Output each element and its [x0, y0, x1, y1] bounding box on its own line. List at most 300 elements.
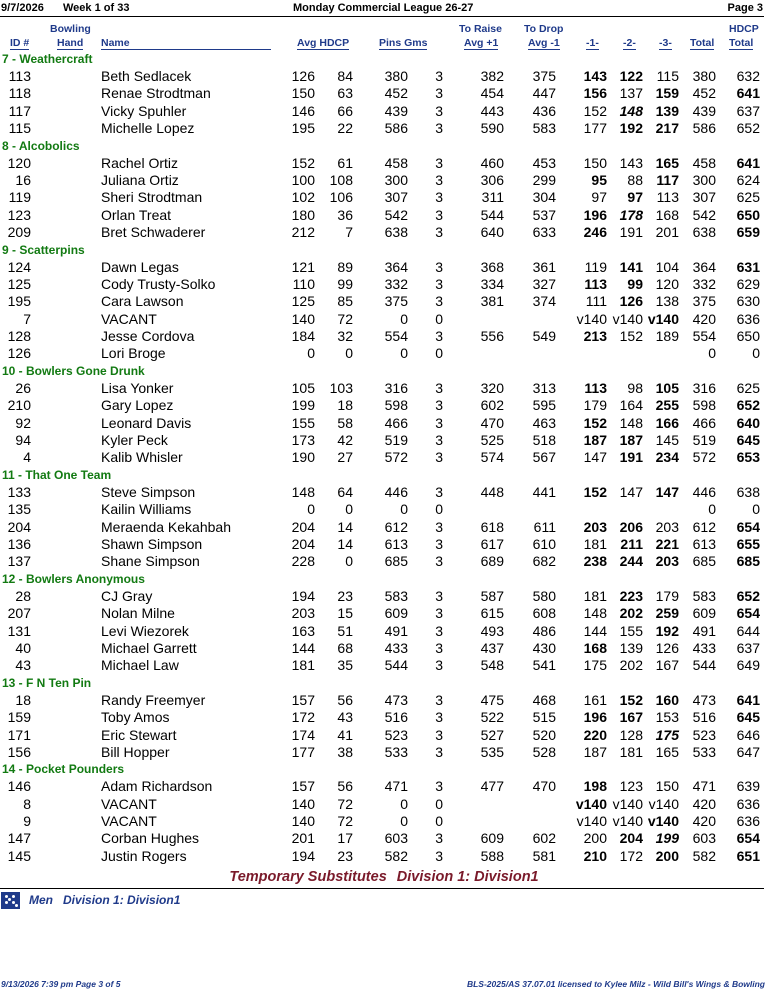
game-3-score: 138	[655, 293, 679, 310]
handicap-total: 641	[736, 85, 760, 102]
bowler-row	[0, 85, 768, 102]
bowler-row	[0, 536, 768, 553]
bowler-average: 157	[291, 691, 315, 708]
game-3-score: 105	[655, 379, 679, 396]
game-2-score: 167	[619, 709, 643, 726]
series-total: 452	[692, 85, 716, 102]
handicap-total: 653	[736, 449, 760, 466]
bowler-id: 16	[15, 171, 31, 188]
handicap-total: 647	[736, 743, 760, 760]
bowler-row	[0, 293, 768, 310]
bowler-id: 18	[15, 691, 31, 708]
series-total: 433	[692, 639, 716, 656]
series-total: 583	[692, 587, 716, 604]
bowler-row	[0, 380, 768, 397]
series-total: 554	[692, 328, 716, 345]
bowler-id: 136	[7, 535, 31, 552]
bowler-handicap: 56	[337, 691, 353, 708]
bowler-pins: 439	[384, 102, 408, 119]
bowler-average: 181	[291, 657, 315, 674]
to-drop-average: 608	[532, 605, 556, 622]
handicap-total: 650	[736, 328, 760, 345]
game-3-score: 160	[655, 691, 679, 708]
game-2-score: 143	[619, 154, 643, 171]
bowler-games: 3	[435, 449, 443, 466]
bowler-average: 0	[307, 501, 315, 518]
bowler-average: 146	[291, 102, 315, 119]
bowler-handicap: 22	[337, 120, 353, 137]
bowler-average: 195	[291, 120, 315, 137]
bowler-row	[0, 605, 768, 622]
bowler-average: 212	[291, 224, 315, 241]
bowler-handicap: 18	[337, 397, 353, 414]
game-3-score: 104	[655, 258, 679, 275]
handicap-total: 651	[736, 847, 760, 864]
game-2-score: 187	[619, 432, 643, 449]
to-raise-average: 617	[480, 535, 504, 552]
team-heading: 10 - Bowlers Gone Drunk	[2, 363, 145, 378]
to-drop-average: 299	[532, 171, 556, 188]
to-drop-average: 549	[532, 328, 556, 345]
series-total: 332	[692, 275, 716, 292]
bowler-id: 146	[7, 778, 31, 795]
bowler-id: 43	[15, 657, 31, 674]
game-3-score: 159	[655, 85, 679, 102]
bowler-row	[0, 501, 768, 518]
to-raise-average: 306	[480, 171, 504, 188]
to-raise-average: 311	[481, 189, 504, 206]
game-3-score: 115	[656, 68, 679, 84]
series-total: 0	[708, 345, 716, 362]
bowler-name: Lori Broge	[101, 345, 166, 362]
bowler-games: 0	[435, 501, 443, 518]
to-raise-average: 548	[480, 657, 504, 674]
team-heading: 14 - Pocket Pounders	[2, 762, 125, 777]
bowler-average: 204	[291, 518, 315, 535]
bowler-name: Cara Lawson	[101, 293, 184, 310]
bowler-games: 3	[435, 639, 443, 656]
bowler-pins: 603	[384, 830, 408, 847]
series-total: 523	[692, 726, 716, 743]
bowler-id: 124	[7, 258, 31, 275]
game-2-score: v140	[612, 795, 643, 812]
bowler-row	[0, 796, 768, 813]
bowler-average: 173	[291, 432, 315, 449]
to-drop-average: 583	[532, 120, 556, 137]
bowler-pins: 380	[384, 68, 408, 84]
bowler-row	[0, 103, 768, 120]
col-game-1: -1-	[586, 37, 599, 49]
handicap-total: 650	[736, 206, 760, 223]
bowler-pins: 554	[384, 328, 408, 345]
game-3-score: 150	[655, 778, 679, 795]
bowler-handicap: 61	[337, 154, 353, 171]
bowler-name: CJ Gray	[101, 587, 153, 604]
handicap-total: 685	[736, 553, 760, 570]
bowler-average: 194	[291, 847, 315, 864]
game-1-score: 220	[583, 726, 607, 743]
bowler-handicap: 89	[337, 258, 353, 275]
bowler-id: 126	[7, 345, 31, 362]
bowler-name: VACANT	[101, 795, 157, 812]
series-total: 420	[692, 813, 716, 830]
bowler-name: Randy Freemyer	[101, 691, 206, 708]
to-drop-average: 468	[532, 691, 556, 708]
bowler-games: 3	[435, 328, 443, 345]
game-2-score: 148	[619, 414, 643, 431]
bowler-games: 3	[435, 830, 443, 847]
bowler-average: 110	[292, 275, 315, 292]
bowler-id: 195	[7, 293, 31, 310]
bowler-pins: 452	[384, 85, 408, 102]
bowler-handicap: 72	[337, 310, 353, 327]
bowler-games: 3	[435, 293, 443, 310]
game-2-score: 139	[619, 639, 643, 656]
game-2-score: 141	[619, 258, 643, 275]
game-3-score: 175	[655, 726, 679, 743]
bowler-row	[0, 709, 768, 726]
bowler-id: 8	[23, 795, 31, 812]
printed-timestamp: 9/13/2026 7:39 pm Page 3 of 5	[1, 979, 121, 989]
bowler-id: 28	[15, 587, 31, 604]
series-total: 380	[692, 68, 716, 84]
col-bowling: Bowling	[50, 23, 91, 35]
team-heading: 9 - Scatterpins	[2, 242, 85, 257]
series-total: 609	[692, 605, 716, 622]
game-1-score: 196	[583, 709, 607, 726]
bowler-handicap: 63	[337, 85, 353, 102]
bowler-name: Michael Garrett	[101, 639, 197, 656]
to-raise-average: 556	[480, 328, 504, 345]
bowler-average: 0	[307, 345, 315, 362]
bowler-row	[0, 68, 768, 85]
bowler-row	[0, 311, 768, 328]
to-drop-average: 486	[532, 622, 556, 639]
bowler-row	[0, 432, 768, 449]
game-2-score: 244	[619, 553, 643, 570]
bowler-id: 145	[7, 847, 31, 864]
series-total: 516	[692, 709, 716, 726]
bowler-average: 204	[291, 535, 315, 552]
game-2-score: 191	[619, 449, 643, 466]
to-drop-average: 610	[532, 535, 556, 552]
bowler-id: 7	[23, 310, 31, 327]
series-total: 466	[692, 414, 716, 431]
section-rule	[0, 888, 764, 889]
bowler-pins: 598	[384, 397, 408, 414]
bowler-id: 118	[8, 85, 31, 102]
bowler-handicap: 23	[337, 847, 353, 864]
game-2-score: 122	[619, 68, 643, 84]
handicap-total: 625	[736, 379, 760, 396]
bowler-average: 152	[291, 154, 315, 171]
bowler-name: Leonard Davis	[101, 414, 192, 431]
handicap-total: 632	[736, 68, 760, 84]
bowler-average: 125	[291, 293, 315, 310]
game-2-score: 126	[619, 293, 643, 310]
handicap-total: 630	[736, 293, 760, 310]
page-number: Page 3	[727, 2, 763, 14]
series-total: 473	[692, 691, 716, 708]
series-total: 420	[692, 310, 716, 327]
bowler-row	[0, 259, 768, 276]
bowler-average: 144	[291, 639, 315, 656]
game-3-score: 203	[655, 553, 679, 570]
bowler-name: Toby Amos	[101, 709, 170, 726]
bowler-pins: 572	[384, 449, 408, 466]
bowler-row	[0, 484, 768, 501]
bowler-name: Nolan Milne	[101, 605, 175, 622]
to-drop-average: 595	[532, 397, 556, 414]
bowler-row	[0, 328, 768, 345]
bowler-games: 0	[435, 345, 443, 362]
game-1-score: 150	[583, 154, 607, 171]
bowler-average: 203	[291, 605, 315, 622]
game-2-score: 181	[619, 743, 643, 760]
handicap-total: 652	[736, 397, 760, 414]
to-raise-average: 574	[480, 449, 504, 466]
bowler-pins: 458	[384, 154, 408, 171]
bowler-handicap: 72	[337, 813, 353, 830]
bowler-name: Cody Trusty-Solko	[101, 275, 216, 292]
bowler-games: 3	[435, 397, 443, 414]
bowler-pins: 542	[384, 206, 408, 223]
bowler-name: Juliana Ortiz	[101, 171, 179, 188]
bowler-games: 3	[435, 535, 443, 552]
bowler-name: Adam Richardson	[101, 778, 213, 795]
bowler-handicap: 23	[337, 587, 353, 604]
bowler-pins: 0	[400, 795, 408, 812]
handicap-total: 636	[736, 813, 760, 830]
bowler-pins: 364	[384, 258, 408, 275]
handicap-total: 659	[736, 224, 760, 241]
game-2-score: 164	[619, 397, 643, 414]
to-raise-average: 477	[480, 778, 504, 795]
bowler-id: 4	[23, 449, 31, 466]
game-2-score: 202	[619, 657, 643, 674]
bowler-name: Sheri Strodtman	[101, 189, 203, 206]
bowler-pins: 613	[384, 535, 408, 552]
game-3-score: 192	[655, 622, 679, 639]
bowler-id: 207	[7, 605, 31, 622]
bowler-row	[0, 553, 768, 570]
game-3-score: v140	[648, 795, 679, 812]
bowler-games: 3	[435, 171, 443, 188]
bowler-handicap: 66	[337, 102, 353, 119]
bowler-name: Corban Hughes	[101, 830, 200, 847]
bowler-games: 3	[435, 68, 443, 84]
bowler-average: 201	[291, 830, 315, 847]
bowler-games: 3	[435, 206, 443, 223]
bowler-pins: 612	[384, 518, 408, 535]
game-2-score: v140	[612, 310, 643, 327]
game-2-score: 152	[619, 328, 643, 345]
game-1-score: 148	[583, 605, 607, 622]
bowler-average: 190	[291, 449, 315, 466]
handicap-total: 639	[736, 778, 760, 795]
bowler-id: 117	[8, 102, 31, 119]
bowler-pins: 523	[384, 726, 408, 743]
game-2-score: v140	[612, 813, 643, 830]
bowler-id: 125	[7, 275, 31, 292]
bowler-handicap: 35	[337, 657, 353, 674]
bowler-handicap: 72	[337, 795, 353, 812]
game-2-score: 99	[627, 275, 643, 292]
bowler-pins: 466	[384, 414, 408, 431]
bowler-games: 0	[435, 795, 443, 812]
game-1-score: 152	[583, 102, 607, 119]
bowler-average: 199	[291, 397, 315, 414]
men-division: Division 1: Division1	[63, 893, 181, 907]
series-total: 572	[692, 449, 716, 466]
game-1-score: 95	[591, 171, 607, 188]
to-drop-average: 447	[532, 85, 556, 102]
bowler-average: 194	[291, 587, 315, 604]
game-2-score: 152	[619, 691, 643, 708]
game-2-score: 202	[619, 605, 643, 622]
game-3-score: v140	[647, 310, 679, 327]
bowler-row	[0, 519, 768, 536]
to-raise-average: 609	[480, 830, 504, 847]
bowler-id: 115	[8, 120, 31, 137]
to-raise-average: 525	[480, 432, 504, 449]
bowler-row	[0, 623, 768, 640]
bowler-name: VACANT	[101, 813, 157, 830]
game-1-score: 113	[584, 379, 607, 396]
game-2-score: 211	[620, 535, 643, 552]
bowler-games: 3	[435, 622, 443, 639]
bowler-id: 210	[7, 397, 31, 414]
series-total: 544	[692, 657, 716, 674]
to-drop-average: 375	[532, 68, 556, 84]
to-drop-average: 580	[532, 587, 556, 604]
bowler-average: 155	[291, 414, 315, 431]
bowler-name: Beth Sedlacek	[101, 68, 192, 84]
to-raise-average: 448	[480, 483, 504, 500]
series-total: 364	[692, 258, 716, 275]
bowler-row	[0, 744, 768, 761]
series-total: 471	[692, 778, 716, 795]
bowler-handicap: 7	[345, 224, 353, 241]
bowler-row	[0, 224, 768, 241]
game-1-score: 198	[583, 778, 607, 795]
to-drop-average: 518	[532, 432, 556, 449]
bowler-row	[0, 120, 768, 137]
game-1-score: 147	[583, 449, 607, 466]
game-3-score: 167	[655, 657, 679, 674]
col-hdcp: HDCP	[729, 23, 759, 35]
col-game-2: -2-	[623, 37, 636, 49]
to-drop-average: 611	[533, 518, 556, 535]
game-3-score: 165	[655, 154, 679, 171]
game-1-score: 203	[583, 518, 607, 535]
header-rule	[0, 16, 764, 17]
bowler-name: Shane Simpson	[101, 553, 200, 570]
bowler-name: VACANT	[101, 310, 157, 327]
series-total: 586	[692, 120, 716, 137]
to-raise-average: 443	[480, 102, 504, 119]
to-raise-average: 689	[480, 553, 504, 570]
series-total: 458	[692, 154, 716, 171]
bowler-id: 128	[7, 328, 31, 345]
game-2-score: 98	[627, 379, 643, 396]
bowler-games: 3	[435, 691, 443, 708]
to-drop-average: 682	[532, 553, 556, 570]
bowler-handicap: 14	[337, 518, 353, 535]
to-raise-average: 590	[480, 120, 504, 137]
to-raise-average: 470	[480, 414, 504, 431]
bowler-pins: 519	[384, 432, 408, 449]
game-2-score: 147	[619, 483, 643, 500]
game-1-score: 196	[583, 206, 607, 223]
bowler-average: 100	[291, 171, 315, 188]
bowler-pins: 375	[384, 293, 408, 310]
game-1-score: 144	[583, 622, 607, 639]
bowler-games: 3	[435, 414, 443, 431]
report-date: 9/7/2026	[1, 2, 44, 14]
game-1-score: 175	[583, 657, 607, 674]
game-1-score: v140	[575, 795, 607, 812]
to-raise-average: 522	[480, 709, 504, 726]
team-heading: 13 - F N Ten Pin	[2, 675, 92, 690]
game-1-score: 210	[583, 847, 607, 864]
bowler-games: 3	[435, 605, 443, 622]
series-total: 491	[692, 622, 716, 639]
col-pins-gms: Pins Gms	[379, 37, 428, 49]
to-raise-average: 618	[480, 518, 504, 535]
bowler-games: 3	[435, 102, 443, 119]
men-label: Men	[29, 893, 53, 907]
bowler-row	[0, 155, 768, 172]
bowler-handicap: 51	[337, 622, 353, 639]
to-drop-average: 327	[532, 275, 556, 292]
to-raise-average: 640	[480, 224, 504, 241]
bowler-average: 105	[291, 379, 315, 396]
handicap-total: 631	[736, 258, 760, 275]
bowler-name: Steve Simpson	[101, 483, 196, 500]
bowler-handicap: 106	[329, 189, 353, 206]
game-1-score: v140	[576, 813, 607, 830]
bowler-handicap: 68	[337, 639, 353, 656]
bowler-id: 159	[7, 709, 31, 726]
series-total: 613	[692, 535, 716, 552]
game-1-score: 156	[583, 85, 607, 102]
bowler-average: 228	[291, 553, 315, 570]
handicap-total: 636	[736, 795, 760, 812]
series-total: 542	[692, 206, 716, 223]
report-week: Week 1 of 33	[63, 2, 130, 14]
game-1-score: 238	[583, 553, 607, 570]
bowler-pins: 316	[384, 379, 408, 396]
game-1-score: 187	[583, 432, 607, 449]
handicap-total: 644	[736, 622, 760, 639]
report-header	[0, 0, 768, 17]
col-avg-plus1: Avg +1	[464, 37, 499, 49]
game-3-score: 255	[655, 397, 679, 414]
to-drop-average: 453	[532, 154, 556, 171]
handicap-total: 645	[736, 432, 760, 449]
bowler-average: 177	[291, 743, 315, 760]
team-heading: 8 - Alcobolics	[2, 138, 80, 153]
bowler-pins: 0	[400, 501, 408, 518]
series-total: 439	[692, 102, 716, 119]
game-2-score: 192	[619, 120, 643, 137]
col-to-drop: To Drop	[524, 23, 564, 35]
to-raise-average: 454	[480, 85, 504, 102]
game-3-score: 189	[655, 328, 679, 345]
to-drop-average: 602	[532, 830, 556, 847]
bowler-name: Eric Stewart	[101, 726, 177, 743]
